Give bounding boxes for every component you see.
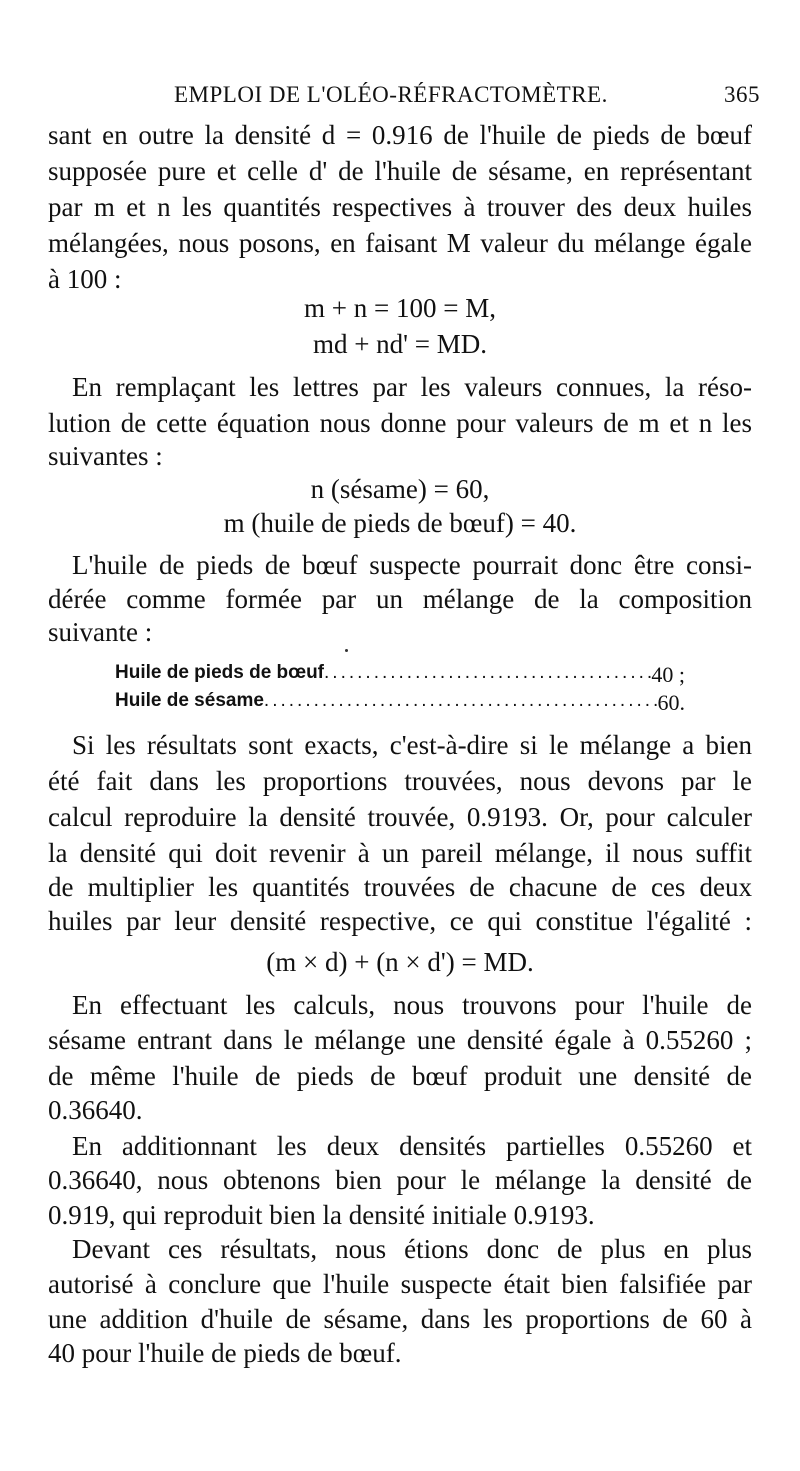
text-line: été fait dans les proportions trouvées, nous devons par le — [48, 766, 752, 796]
text-line: mélangées, nous posons, en faisant M valeur du mélange égale — [48, 228, 752, 258]
page-number: 365 — [724, 82, 760, 107]
text-line: Si les résultats sont exacts, c'est-à-dire si le mélange a bien — [72, 730, 752, 760]
text-line: suivantes : — [48, 441, 163, 471]
equation-line: m (huile de pieds de bœuf) = 40. — [223, 508, 577, 538]
text-line: de même l'huile de pieds de bœuf produit une densité de — [48, 1061, 752, 1091]
composition-value: 60. — [657, 690, 685, 715]
composition-name: Huile de pieds de bœuf — [115, 662, 325, 683]
composition-row — [115, 662, 685, 688]
text-line: 0.36640, nous obtenons bien pour le mélange la densité de — [48, 1165, 752, 1195]
equation-line: m + n = 100 = M, — [304, 293, 496, 323]
text-line: de multiplier les quantités trouvées de chacune de ces deux — [48, 872, 752, 902]
text-line: En remplaçant les lettres par les valeurs connues, la réso- — [72, 372, 752, 402]
equation-line: (m × d) + (n × d') = MD. — [266, 947, 534, 977]
dot-leader — [264, 690, 658, 716]
running-title: EMPLOI DE L'OLÉO-RÉFRACTOMÈTRE. — [174, 82, 608, 107]
text-line: calcul reproduire la densité trouvée, 0.9193. Or, pour calculer — [48, 802, 752, 832]
text-line: une addition d'huile de sésame, dans les proportions de 60 à — [48, 1304, 752, 1334]
text-line: dérée comme formée par un mélange de la composition — [48, 584, 752, 614]
text-line: à 100 : — [48, 264, 122, 294]
dot-leader — [324, 662, 651, 688]
text-line: 40 pour l'huile de pieds de bœuf. — [48, 1338, 402, 1368]
text-line: En effectuant les calculs, nous trouvons pour l'huile de — [72, 990, 752, 1020]
composition-row — [115, 690, 685, 716]
text-line: 0.36640. — [48, 1095, 143, 1125]
text-line: la densité qui doit revenir à un pareil mélange, il nous suffit — [48, 838, 752, 868]
text-line: suivante : — [48, 617, 153, 647]
text-line: autorisé à conclure que l'huile suspecte était bien falsifiée par — [48, 1269, 752, 1299]
composition-name: Huile de sésame — [115, 690, 264, 711]
text-line: En additionnant les deux densités partielles 0.55260 et — [72, 1131, 752, 1161]
equation-line: md + nd' = MD. — [312, 329, 488, 359]
text-line: lution de cette équation nous donne pour valeurs de m et n les — [48, 408, 752, 438]
text-line: L'huile de pieds de bœuf suspecte pourrait donc être consi- — [72, 550, 752, 580]
text-line: sésame entrant dans le mélange une densité égale à 0.55260 ; — [48, 1025, 752, 1055]
text-line: supposée pure et celle d' de l'huile de sésame, en représentant — [48, 156, 752, 186]
text-line: huiles par leur densité respective, ce qui constitue l'égalité : — [48, 906, 752, 936]
text-line: sant en outre la densité d = 0.916 de l'huile de pieds de bœuf — [48, 120, 752, 150]
text-line: par m et n les quantités respectives à trouver des deux huiles — [48, 192, 752, 222]
page-header — [48, 82, 760, 116]
text-line: 0.919, qui reproduit bien la densité initiale 0.9193. — [48, 1200, 595, 1230]
equation-line: n (sésame) = 60, — [310, 474, 490, 504]
composition-value: 40 ; — [651, 662, 685, 687]
text-line: Devant ces résultats, nous étions donc de plus en plus — [72, 1234, 752, 1264]
ink-speck — [345, 649, 348, 652]
